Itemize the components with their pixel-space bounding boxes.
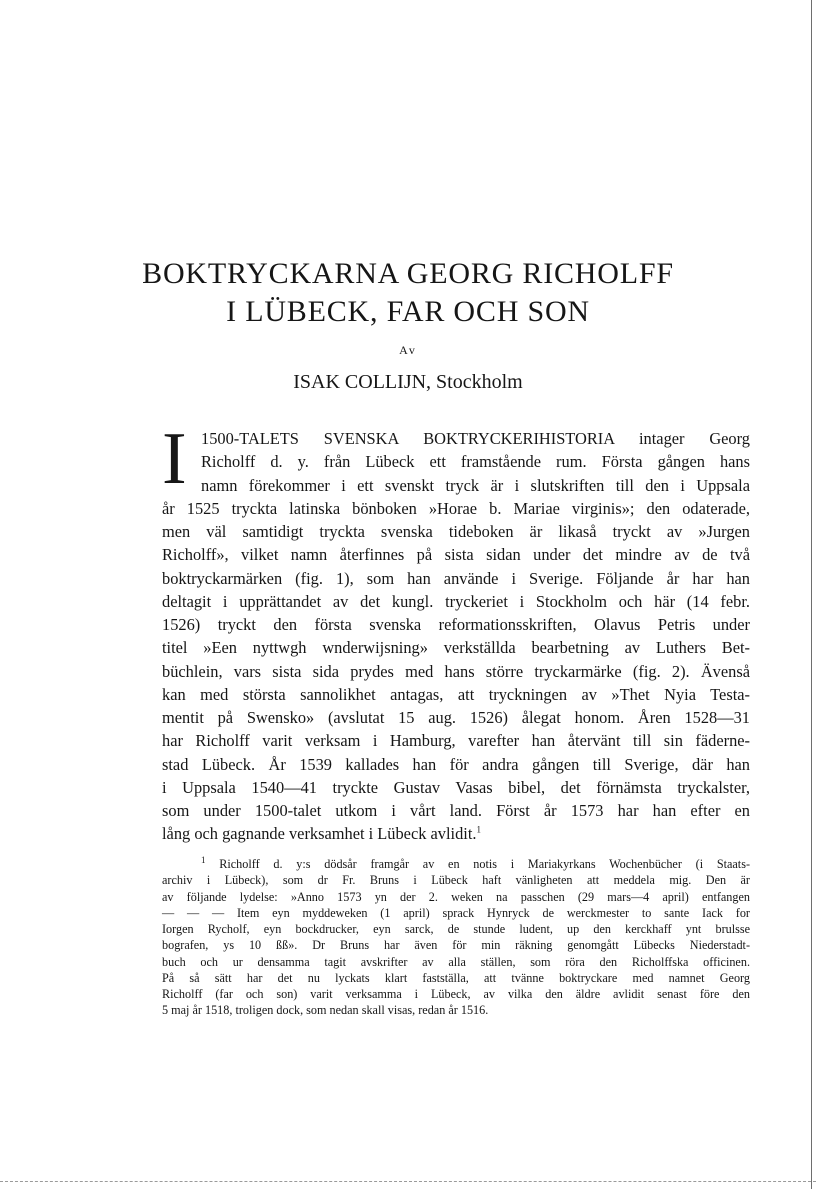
footnote-line-text: Richolff d. y:s dödsår framgår av en notis i Mariakyrkans Wochenbücher (i Staats- xyxy=(219,857,750,871)
body-line: titel »Een nyttwgh wnderwijsning» verkställda bearbetning av Luthers Bet- xyxy=(162,638,750,658)
body-line: som under 1500-talet utkom i vårt land. Först år 1573 har han efter en xyxy=(162,801,750,820)
footnote-line: bografen, ys 10 ßß». Dr Bruns har även för min räkning genomgått Lübecks Niederstadt- xyxy=(162,938,750,953)
footnote-line: — — — Item eyn myddeweken (1 april) sprack Hynryck de werckmester to sante Iack for xyxy=(162,905,750,920)
body-line: büchlein, vars sista sida prydes med hans större tryckarmärke (fig. 2). Ävenså xyxy=(162,661,750,681)
body-line: stad Lübeck. År 1539 kallades han för andra gången till Sverige, där han xyxy=(162,754,750,774)
footnote-line: 5 maj år 1518, troligen dock, som nedan skall visas, redan år 1516. xyxy=(162,1003,489,1018)
body-line: i Uppsala 1540—41 tryckte Gustav Vasas bibel, det förnämsta tryckalster, xyxy=(162,777,750,797)
footnote-line: Iorgen Rycholf, eyn bockdrucker, eyn sarck, de stunde ludent, up den kerckhaff ynt brulsse xyxy=(162,922,750,936)
scan-edge-bottom xyxy=(0,1181,816,1182)
body-line: men väl samtidigt tryckta svenska tideboken är likaså tryckt av »Jurgen xyxy=(162,522,750,541)
body-line: 1500-TALETS SVENSKA BOKTRYCKERIHISTORIA intager Georg xyxy=(201,429,750,448)
title-line-1: BOKTRYCKARNA GEORG RICHOLFF xyxy=(142,257,674,290)
footnote-line xyxy=(162,856,750,872)
body-line: kan med största sannolikhet antagas, att tryckningen av »Thet Nyia Testa- xyxy=(162,684,750,704)
body-line: har Richolff varit verksam i Hamburg, varefter han återvänt till sin fäderne- xyxy=(162,731,750,751)
body-line-last-text: lång och gagnande verksamhet i Lübeck avlidit. xyxy=(162,824,477,844)
body-line-last xyxy=(162,822,750,845)
body-line: Richolff d. y. från Lübeck ett framstående rum. Första gången hans xyxy=(201,452,750,472)
footnote-reference[interactable]: 1 xyxy=(476,824,482,835)
byline: Av xyxy=(399,343,417,357)
body-line: boktryckarmärken (fig. 1), som han använde i Sverige. Följande år har han xyxy=(162,568,750,588)
scan-edge-right xyxy=(811,0,812,1189)
body-line: år 1525 tryckta latinska bönboken »Horae b. Mariae virginis»; den odaterade, xyxy=(162,498,750,518)
body-line: mentit på Swensko» (avslutat 15 aug. 1526) ålegat honom. Åren 1528—31 xyxy=(162,708,750,727)
body-text xyxy=(162,418,750,846)
author-name: ISAK COLLIJN, Stockholm xyxy=(293,371,523,393)
footnote-line: buch och ur densamma tagit avskrifter av alla ställen, som röra den Richolffska officinen. xyxy=(162,954,750,969)
footnote-marker: 1 xyxy=(201,854,206,865)
footnote-line: Richolff (far och son) varit verksamma i Lübeck, av vilka den äldre avlidit senast före den xyxy=(162,987,750,1001)
body-line: namn förekommer i ett svenskt tryck är i slutskriften till den i Uppsala xyxy=(201,475,750,495)
footnote xyxy=(162,856,750,1019)
title-line-2: I LÜBECK, FAR OCH SON xyxy=(226,295,590,328)
footnote-line: archiv i Lübeck), som dr Fr. Bruns i Lübeck haft vänligheten att meddela mig. Den är xyxy=(162,873,750,888)
footnote-line: av följande lydelse: »Anno 1573 yn der 2. weken na passchen (29 mars—4 april) entfangen xyxy=(162,889,750,904)
body-line: Richolff», vilket namn återfinnes på sista sidan under det mindre av de två xyxy=(162,545,750,565)
body-line: 1526) tryckt den första svenska reformationsskriften, Olavus Petris under xyxy=(162,615,750,634)
footnote-line: På så sätt har det nu lyckats klart fastställa, att tvänne boktryckare med namnet Georg xyxy=(162,970,750,985)
drop-cap: I xyxy=(162,418,187,500)
body-line: deltagit i upprättandet av det kungl. tryckeriet i Stockholm och här (14 febr. xyxy=(162,591,750,611)
